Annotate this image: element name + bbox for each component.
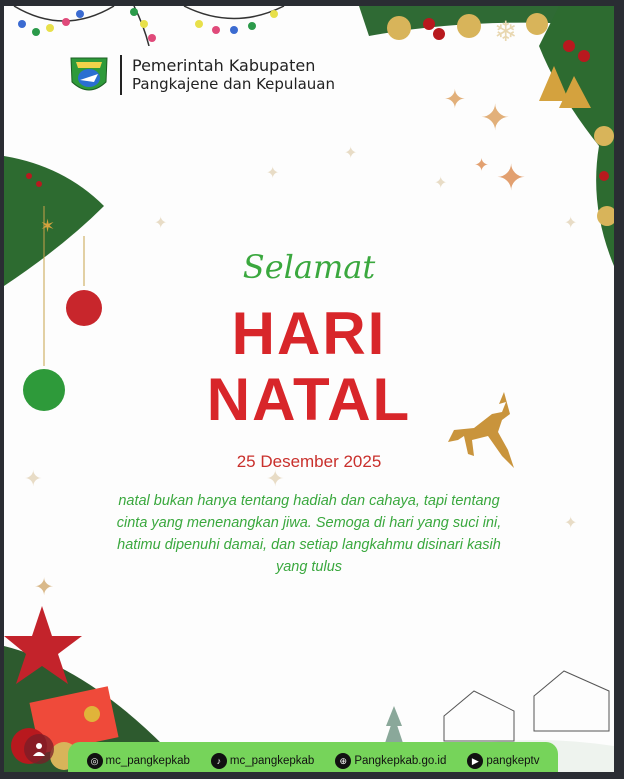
greeting-script: Selamat	[242, 248, 376, 286]
tiktok-handle: mc_pangkepkab	[229, 755, 315, 767]
star-decoration: ✦	[154, 215, 168, 232]
star-decoration: ✦	[564, 215, 578, 232]
youtube-handle: pangkeptv	[486, 755, 540, 767]
instagram-icon: ◎	[87, 753, 103, 769]
star-decoration: ✦	[344, 145, 358, 162]
instagram-handle: mc_pangkepkab	[105, 755, 190, 767]
title-line1: HARI	[231, 300, 387, 367]
greeting-message: natal bukan hanya tentang hadiah dan cahaya, tapi tentang cinta yang menenangkan jiwa. Semoga di hari yang suci ini, hatimu dipenuhi damai, dan setiap langkahmu disinari kasih yang tulus	[116, 493, 502, 575]
star-decoration: ✦	[444, 84, 466, 114]
svg-text:❄: ❄	[494, 16, 518, 47]
social-footer	[68, 742, 558, 772]
star-decoration: ✦	[474, 155, 490, 175]
globe-icon: ⊕	[335, 753, 351, 769]
string-lights-decoration	[4, 6, 304, 46]
org-name-line2: Pangkajene dan Kepulauan	[132, 75, 336, 93]
star-decoration: ✦	[564, 515, 578, 532]
footer-youtube[interactable]	[467, 753, 539, 769]
user-icon	[32, 742, 46, 756]
star-decoration: ✦	[34, 574, 55, 601]
footer-instagram[interactable]	[87, 753, 190, 769]
tiktok-icon: ♪	[211, 753, 227, 769]
star-decoration: ✦	[266, 165, 280, 182]
footer-tiktok[interactable]	[211, 753, 314, 769]
event-date: 25 Desember 2025	[236, 452, 382, 471]
footer-website[interactable]	[335, 753, 446, 769]
user-account-button[interactable]	[24, 734, 54, 764]
website-url: Pangkepkab.go.id	[354, 755, 447, 767]
star-decoration: ✦	[480, 97, 511, 138]
org-name-line1: Pemerintah Kabupaten	[132, 56, 316, 75]
regency-emblem-logo	[68, 52, 110, 98]
org-header	[68, 52, 335, 98]
title-line2: NATAL	[206, 366, 412, 433]
youtube-icon: ▶	[467, 753, 483, 769]
star-decoration: ✦	[24, 466, 43, 491]
star-decoration: ✦	[434, 175, 448, 192]
svg-text:✶: ✶	[40, 216, 56, 236]
divider	[120, 55, 122, 95]
star-decoration: ✦	[266, 466, 285, 491]
star-decoration: ✦	[496, 157, 527, 198]
christmas-poster	[4, 6, 614, 772]
